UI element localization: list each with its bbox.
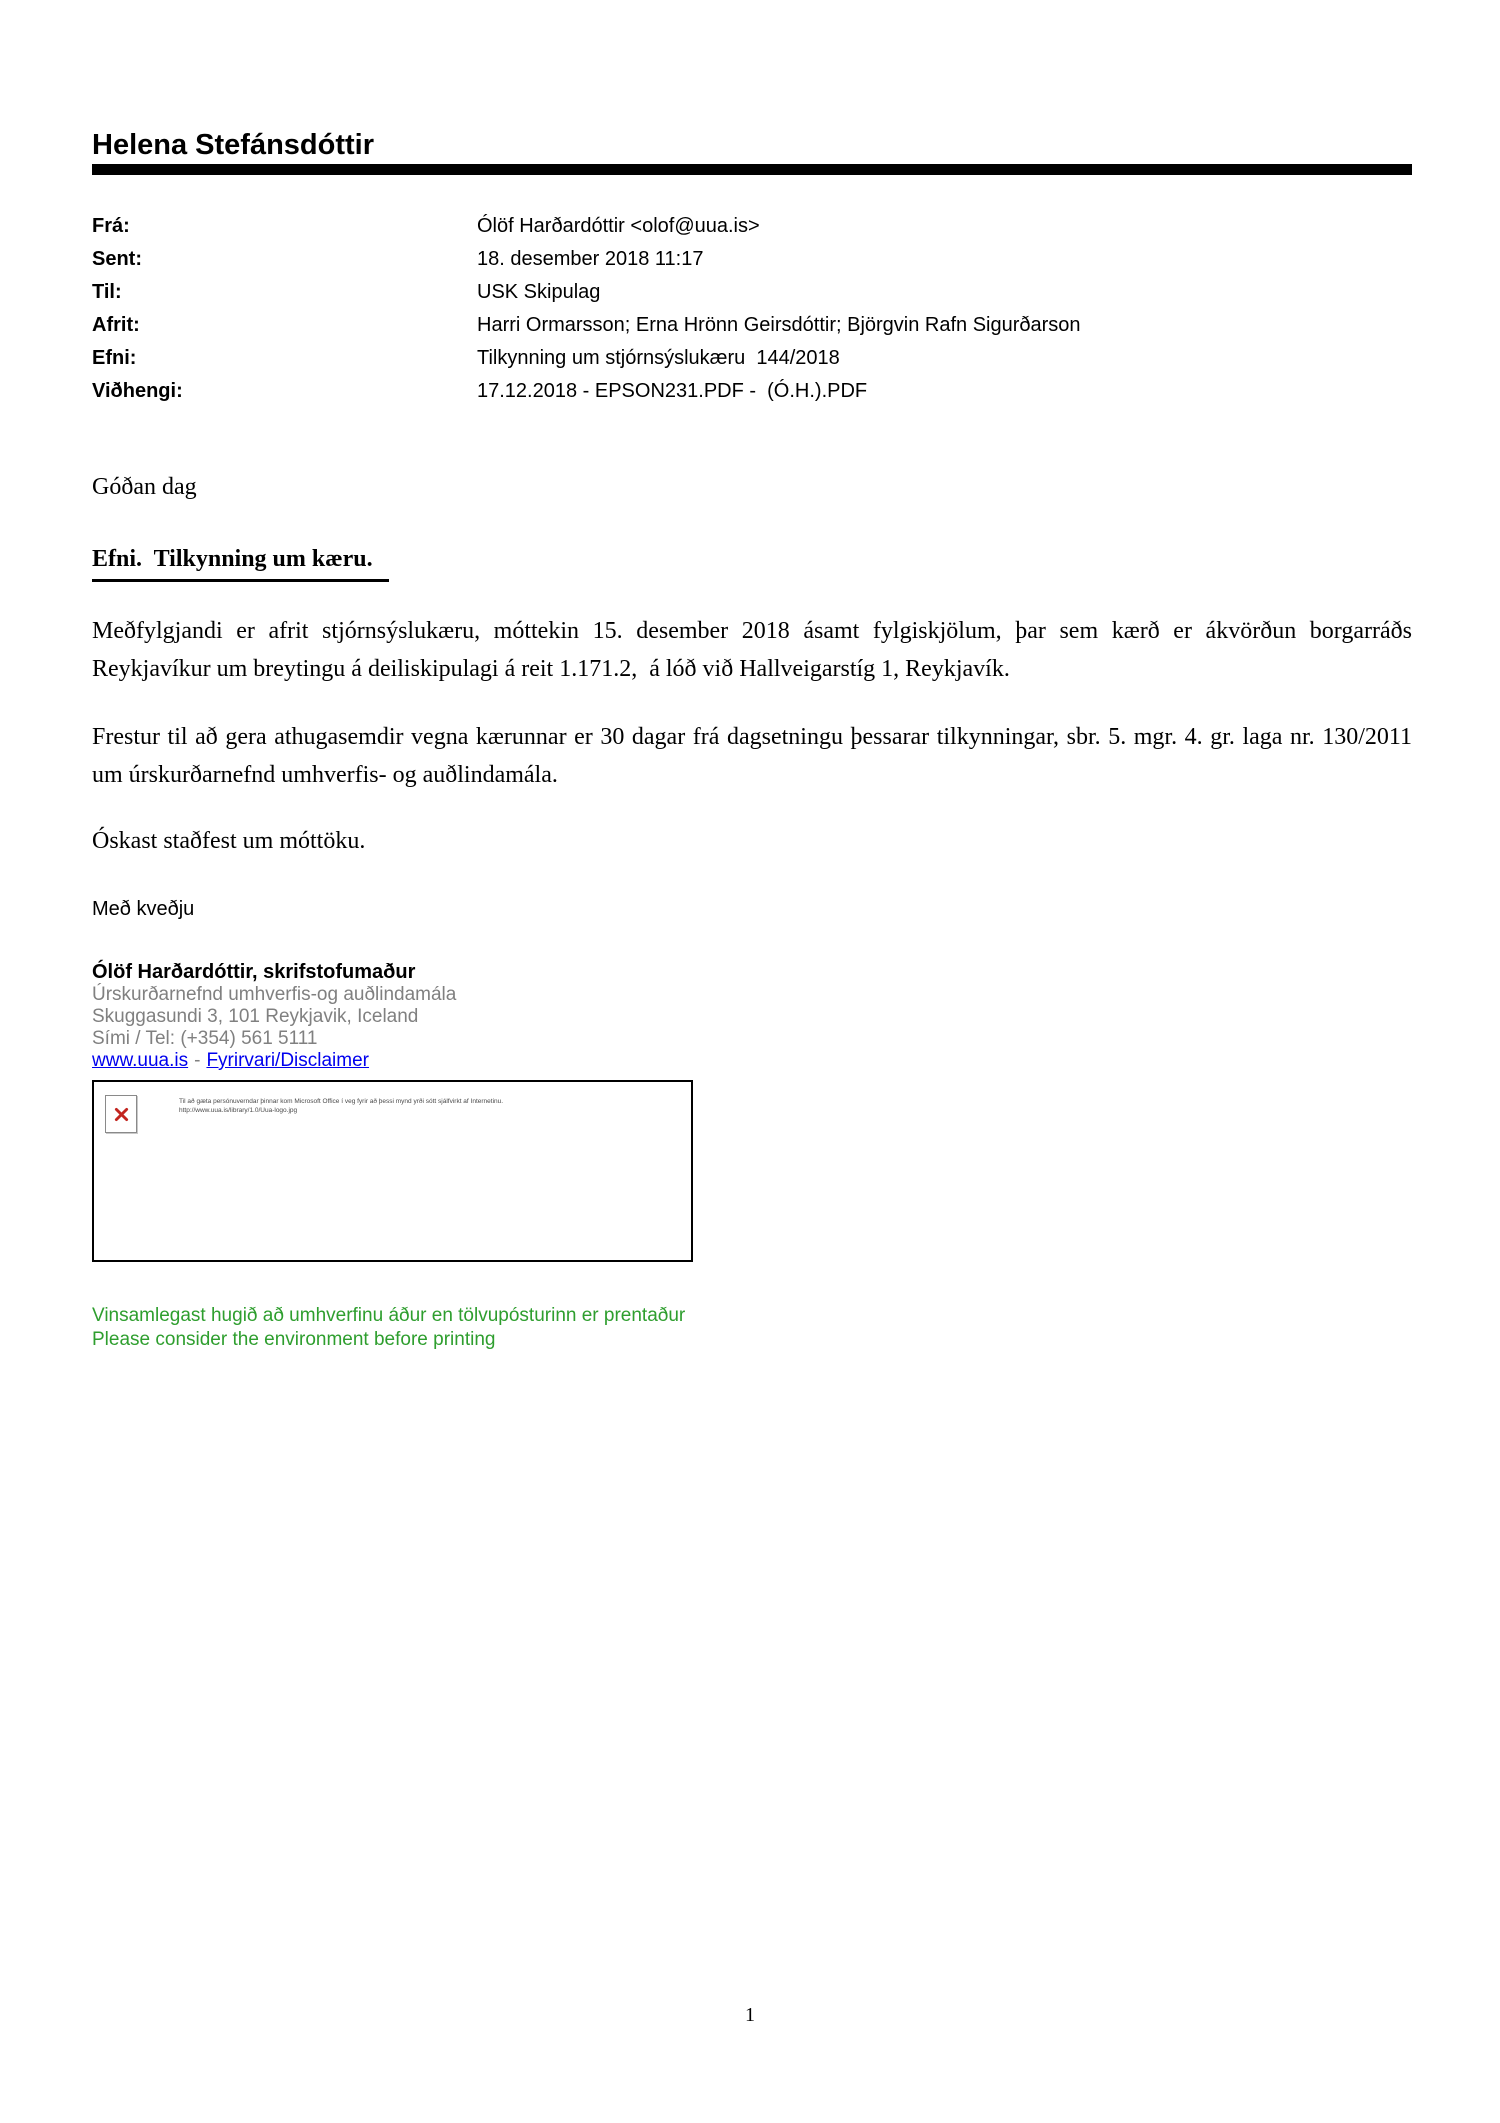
eco-note-english: Please consider the environment before printing (92, 1329, 496, 1350)
greeting: Góðan dag (92, 474, 197, 500)
body-paragraph-2: Frestur til að gera athugasemdir vegna kærunnar er 30 dagar frá dagsetningu þessarar tilkynningar, sbr. 5. mgr. 4. gr. laga nr. 130/2011 um úrskurðarnefnd umhverfis- og auðlindamála. (92, 724, 1418, 788)
subject-heading-wrap (92, 540, 1412, 582)
recipient-name: Helena Stefánsdóttir (92, 129, 374, 161)
meta-value-sent: 18. desember 2018 11:17 (477, 248, 704, 270)
disclaimer-link[interactable]: Fyrirvari/Disclaimer (206, 1050, 369, 1071)
image-alt-line-1: Til að gæta persónuverndar þinnar kom Microsoft Office í veg fyrir að þessi mynd yrði sótt sjálfvirkt af Internetinu. (179, 1098, 504, 1105)
meta-label-from: Frá: (92, 215, 130, 237)
meta-label-sent: Sent: (92, 248, 142, 270)
meta-label-subject: Efni: (92, 347, 137, 369)
red-x-icon (114, 1107, 129, 1122)
page-number: 1 (745, 2004, 755, 2026)
link-separator: - (194, 1050, 201, 1071)
meta-label-attachments: Viðhengi: (92, 380, 183, 402)
eco-note-icelandic: Vinsamlegast hugið að umhverfinu áður en tölvupósturinn er prentaður (92, 1305, 686, 1326)
broken-image-box (92, 1080, 693, 1262)
header-rule (92, 164, 1412, 175)
eco-note (92, 1304, 1412, 1352)
signature-org: Úrskurðarnefnd umhverfis-og auðlindamála (92, 984, 457, 1005)
signature-phone: Sími / Tel: (+354) 561 5111 (92, 1028, 318, 1049)
meta-value-from: Ólöf Harðardóttir <olof@uua.is> (477, 215, 760, 237)
broken-image-placeholder (105, 1095, 137, 1133)
image-alt-line-2: http://www.uua.is/library/1.0/Uua-logo.jpg (179, 1107, 298, 1114)
website-link[interactable]: www.uua.is (92, 1050, 189, 1071)
meta-value-subject: Tilkynning um stjórnsýslukæru 144/2018 (477, 347, 840, 369)
meta-value-attachments: 17.12.2018 - EPSON231.PDF - (Ó.H.).PDF (477, 380, 868, 402)
email-meta-block (92, 210, 1412, 408)
meta-value-to: USK Skipulag (477, 281, 601, 303)
meta-label-to: Til: (92, 281, 122, 303)
body-paragraph-1: Meðfylgjandi er afrit stjórnsýslukæru, móttekin 15. desember 2018 ásamt fylgiskjölum, þar sem kærð er ákvörðun borgarráðs Reykjavíkur um breytingu á deiliskipulagi á reit 1.171.2, á lóð við Hallveigarstíg 1, Reykjavík. (92, 618, 1418, 682)
closing-salutation: Með kveðju (92, 898, 195, 920)
signature-name: Ólöf Harðardóttir, skrifstofumaður (92, 961, 416, 983)
image-alt-text (179, 1097, 503, 1115)
confirmation-request: Óskast staðfest um móttöku. (92, 828, 366, 854)
signature-address: Skuggasundi 3, 101 Reykjavik, Iceland (92, 1006, 419, 1027)
email-content (92, 0, 1418, 1352)
subject-heading: Efni. Tilkynning um kæru. (92, 540, 389, 582)
signature-links (92, 1050, 1412, 1072)
meta-value-cc: Harri Ormarsson; Erna Hrönn Geirsdóttir; Björgvin Rafn Sigurðarson (477, 314, 1081, 336)
meta-label-cc: Afrit: (92, 314, 140, 336)
